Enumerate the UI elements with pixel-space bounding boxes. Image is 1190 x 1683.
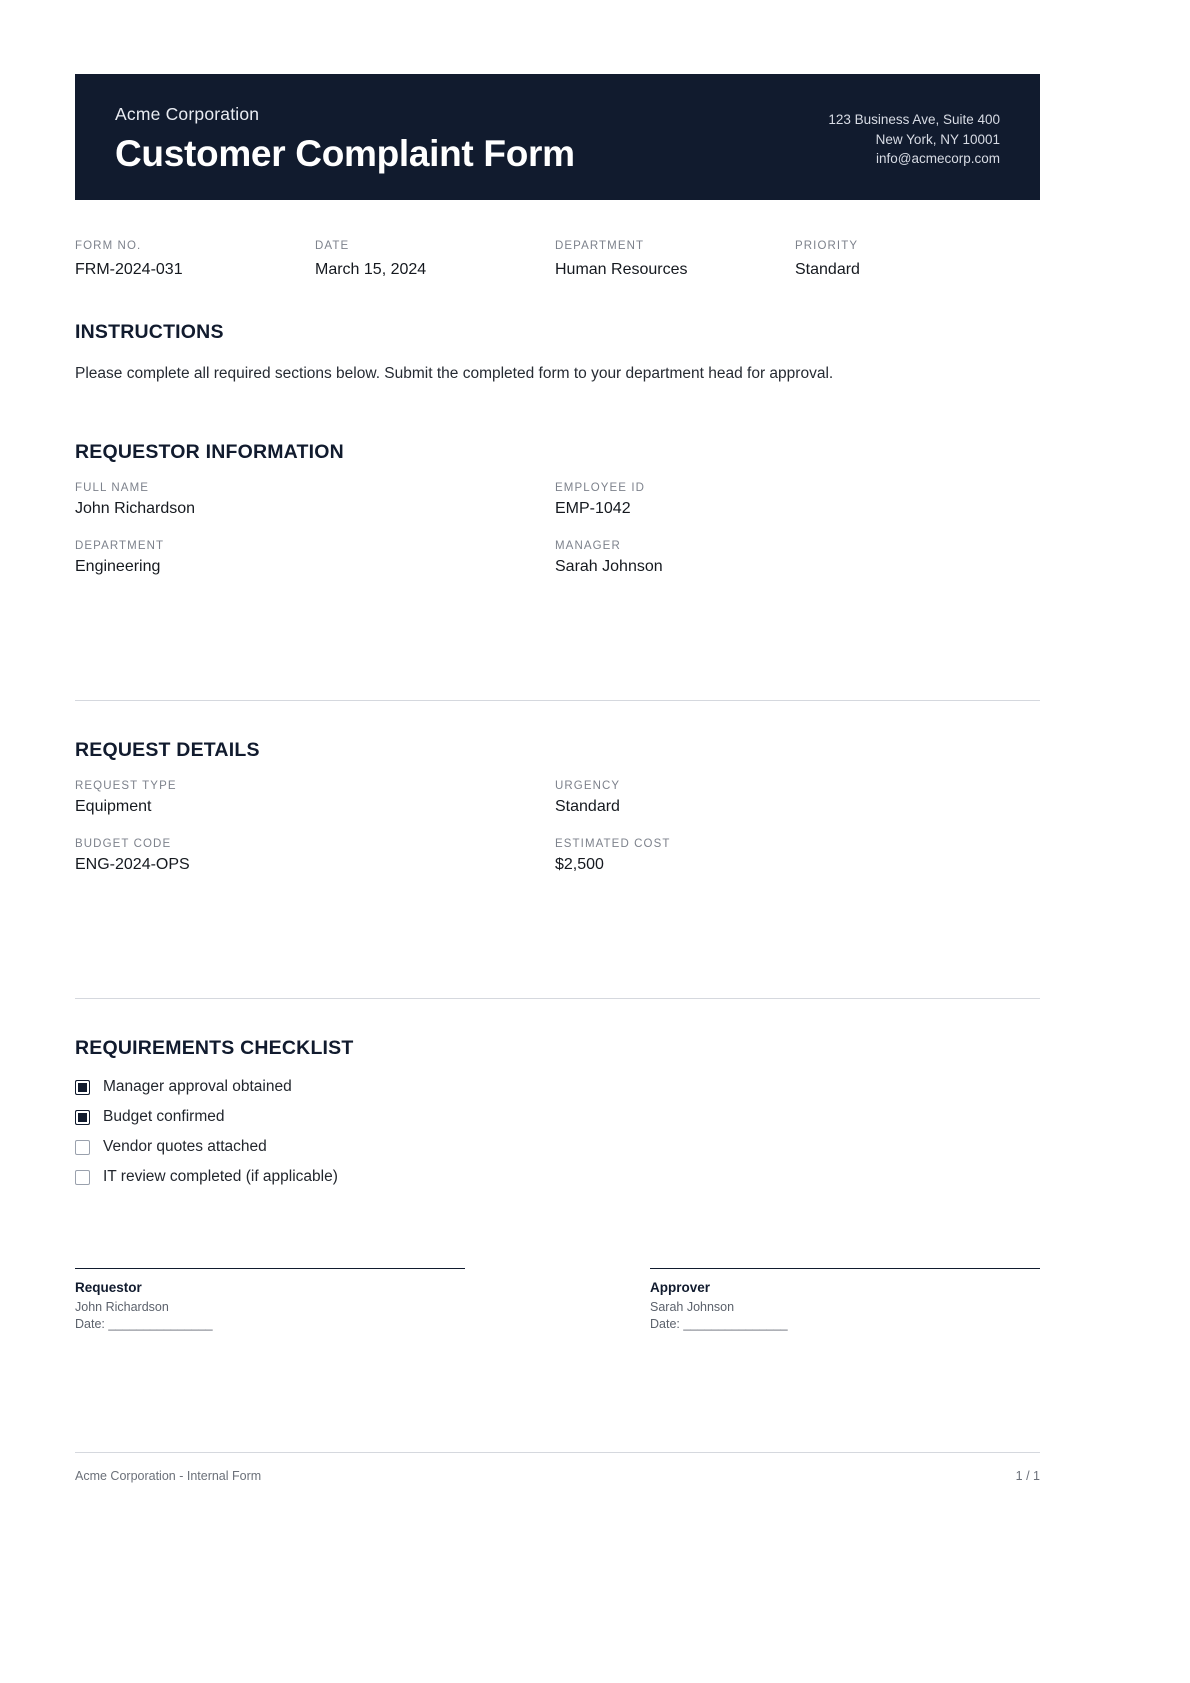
field-value: Engineering bbox=[75, 558, 161, 576]
requestor-information-title: REQUESTOR INFORMATION bbox=[75, 441, 344, 464]
field-value: Sarah Johnson bbox=[555, 558, 663, 576]
field-full-name bbox=[75, 482, 555, 530]
field-label: MANAGER bbox=[555, 540, 621, 553]
document-footer bbox=[75, 1452, 1040, 1483]
checklist-item-it-review[interactable] bbox=[75, 1168, 1040, 1186]
section-divider bbox=[75, 998, 1040, 999]
spacer bbox=[75, 896, 1040, 960]
meta-department bbox=[555, 240, 795, 279]
company-name: Acme Corporation bbox=[115, 104, 260, 124]
checklist-item-manager-approval[interactable] bbox=[75, 1078, 1040, 1096]
signature-name: John Richardson bbox=[75, 1300, 169, 1314]
meta-value: March 15, 2024 bbox=[315, 260, 427, 278]
field-budget-code bbox=[75, 838, 555, 886]
request-details-fields bbox=[75, 780, 1040, 896]
checklist-item-vendor-quotes[interactable] bbox=[75, 1138, 1040, 1156]
field-value: Standard bbox=[555, 798, 620, 816]
checkbox-icon[interactable] bbox=[75, 1110, 90, 1125]
requestor-fields bbox=[75, 482, 1040, 598]
checklist bbox=[75, 1078, 1040, 1186]
company-address-line1: 123 Business Ave, Suite 400 bbox=[828, 112, 1000, 127]
field-value: John Richardson bbox=[75, 500, 196, 518]
section-divider bbox=[75, 700, 1040, 701]
field-value: EMP-1042 bbox=[555, 500, 631, 518]
field-department bbox=[75, 540, 555, 588]
checklist-item-label: Manager approval obtained bbox=[103, 1078, 292, 1096]
requirements-checklist-title: REQUIREMENTS CHECKLIST bbox=[75, 1037, 354, 1060]
footer-left-text: Acme Corporation - Internal Form bbox=[75, 1469, 262, 1483]
signature-line bbox=[650, 1268, 1040, 1269]
field-request-type bbox=[75, 780, 555, 828]
checkbox-icon[interactable] bbox=[75, 1140, 90, 1155]
meta-label: DATE bbox=[315, 239, 350, 252]
company-address-line2: New York, NY 10001 bbox=[875, 131, 1000, 147]
field-estimated-cost bbox=[555, 838, 1035, 886]
document-header bbox=[75, 74, 1040, 200]
field-label: EMPLOYEE ID bbox=[555, 482, 646, 495]
footer-divider bbox=[75, 1452, 1040, 1453]
checkbox-icon[interactable] bbox=[75, 1170, 90, 1185]
checkbox-icon[interactable] bbox=[75, 1080, 90, 1095]
signature-block-requestor bbox=[75, 1268, 465, 1331]
field-label: URGENCY bbox=[555, 780, 621, 793]
signature-date: Date: _______________ bbox=[650, 1317, 788, 1331]
field-urgency bbox=[555, 780, 1035, 828]
page-title: Customer Complaint Form bbox=[115, 133, 575, 174]
form-meta-row bbox=[75, 240, 1040, 279]
field-value: $2,500 bbox=[555, 856, 604, 874]
request-details-title: REQUEST DETAILS bbox=[75, 739, 260, 762]
footer-page-number: 1 / 1 bbox=[1015, 1469, 1040, 1483]
instructions-title: INSTRUCTIONS bbox=[75, 320, 224, 343]
request-details-section bbox=[75, 739, 1040, 999]
signature-section bbox=[75, 1268, 1040, 1331]
field-value: Equipment bbox=[75, 798, 152, 816]
field-label: DEPARTMENT bbox=[75, 540, 165, 553]
meta-value: Human Resources bbox=[555, 260, 688, 278]
signature-name: Sarah Johnson bbox=[650, 1300, 735, 1314]
field-employee-id bbox=[555, 482, 1035, 530]
meta-label: FORM NO. bbox=[75, 239, 142, 252]
meta-priority bbox=[795, 240, 1035, 279]
meta-value: Standard bbox=[795, 260, 860, 278]
signature-date: Date: _______________ bbox=[75, 1317, 213, 1331]
instructions-text: Please complete all required sections below. Submit the completed form to your department head for approval. bbox=[75, 364, 834, 382]
field-value: ENG-2024-OPS bbox=[75, 856, 190, 874]
signature-role: Approver bbox=[650, 1280, 711, 1295]
signature-block-approver bbox=[650, 1268, 1040, 1331]
checklist-item-budget-confirmed[interactable] bbox=[75, 1108, 1040, 1126]
field-label: ESTIMATED COST bbox=[555, 838, 671, 851]
company-email: info@acmecorp.com bbox=[876, 151, 1000, 167]
meta-form-no bbox=[75, 240, 315, 279]
signature-role: Requestor bbox=[75, 1280, 142, 1295]
field-label: FULL NAME bbox=[75, 482, 150, 495]
header-left bbox=[115, 104, 575, 174]
meta-value: FRM-2024-031 bbox=[75, 260, 183, 278]
meta-label: PRIORITY bbox=[795, 239, 859, 252]
checklist-item-label: IT review completed (if applicable) bbox=[103, 1168, 338, 1186]
requestor-information-section bbox=[75, 441, 1040, 701]
company-contact-block bbox=[828, 104, 1000, 169]
field-manager bbox=[555, 540, 1035, 588]
field-label: REQUEST TYPE bbox=[75, 780, 177, 793]
signature-line bbox=[75, 1268, 465, 1269]
instructions-section bbox=[75, 321, 1040, 385]
footer-row bbox=[75, 1469, 1040, 1483]
requirements-checklist-section bbox=[75, 1037, 1040, 1186]
field-label: BUDGET CODE bbox=[75, 838, 172, 851]
meta-date bbox=[315, 240, 555, 279]
document-content bbox=[75, 0, 1040, 1198]
meta-label: DEPARTMENT bbox=[555, 239, 645, 252]
spacer bbox=[75, 598, 1040, 662]
checklist-item-label: Vendor quotes attached bbox=[103, 1138, 267, 1156]
checklist-item-label: Budget confirmed bbox=[103, 1108, 225, 1126]
